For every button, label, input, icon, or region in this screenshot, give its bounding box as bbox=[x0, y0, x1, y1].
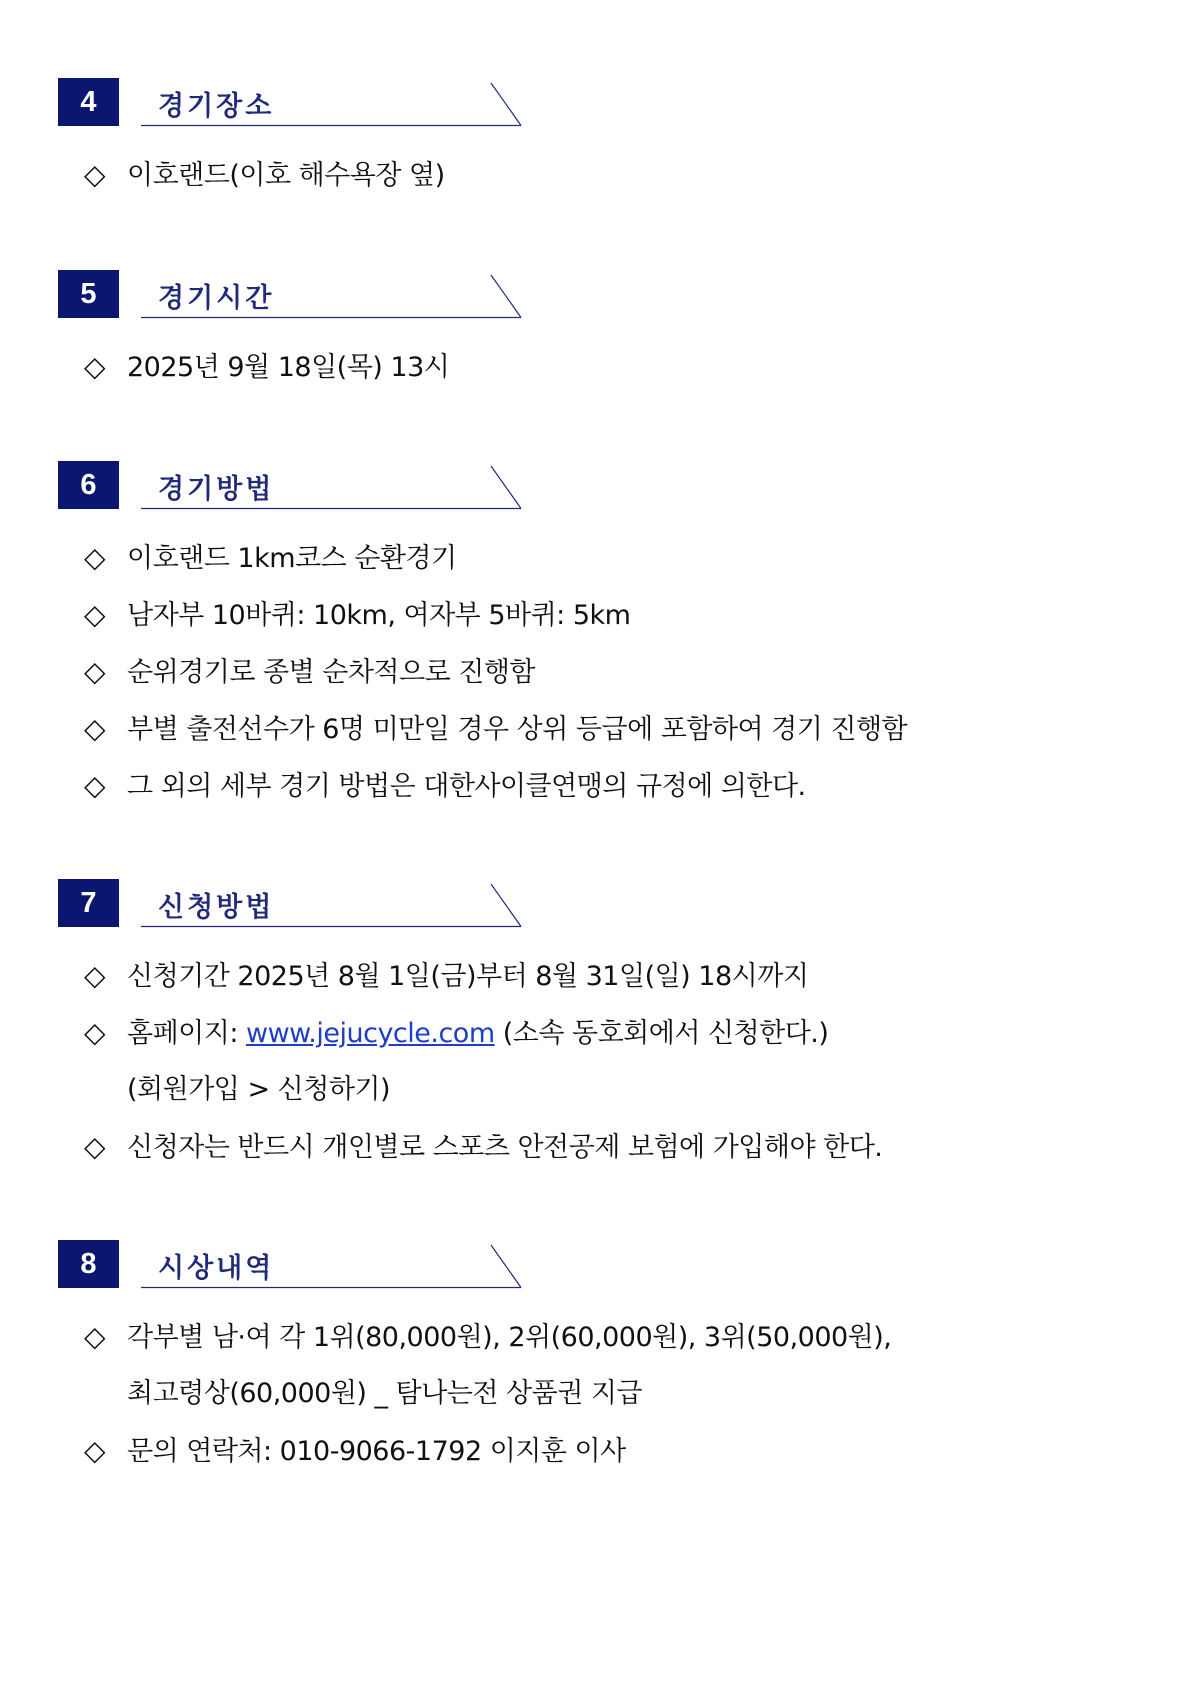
item-text: 순위경기로 종별 순차적으로 진행함 bbox=[127, 657, 535, 688]
section-4-header bbox=[58, 78, 523, 130]
list-item bbox=[84, 655, 535, 690]
section-8-header bbox=[58, 1240, 523, 1292]
section-title: 신청방법 bbox=[158, 892, 275, 923]
heading-underline bbox=[58, 78, 528, 130]
item-continuation: 최고령상(60,000원) _ 탐나는전 상품권 지급 bbox=[127, 1378, 643, 1409]
section-number: 5 bbox=[58, 270, 119, 318]
list-item bbox=[84, 712, 907, 747]
list-item bbox=[84, 1320, 891, 1355]
section-title: 경기시간 bbox=[158, 283, 275, 314]
item-text: 신청자는 반드시 개인별로 스포츠 안전공제 보험에 가입해야 한다. bbox=[127, 1132, 883, 1163]
item-text: 그 외의 세부 경기 방법은 대한사이클연맹의 규정에 의한다. bbox=[127, 771, 806, 802]
item-text: 부별 출전선수가 6명 미만일 경우 상위 등급에 포함하여 경기 진행함 bbox=[127, 714, 908, 745]
item-text: 각부별 남·여 각 1위(80,000원), 2위(60,000원), 3위(50,000원), bbox=[127, 1322, 892, 1353]
list-item bbox=[84, 959, 808, 994]
diamond-bullet-icon: ◇ bbox=[84, 769, 106, 802]
diamond-bullet-icon: ◇ bbox=[84, 1434, 106, 1467]
heading-underline bbox=[58, 879, 528, 931]
heading-underline bbox=[58, 1240, 528, 1292]
item-text: 이호랜드(이호 해수욕장 옆) bbox=[127, 160, 445, 191]
section-7-header bbox=[58, 879, 523, 931]
diamond-bullet-icon: ◇ bbox=[84, 598, 106, 631]
item-continuation: (회원가입 > 신청하기) bbox=[127, 1074, 391, 1105]
homepage-suffix: (소속 동호회에서 신청한다.) bbox=[494, 1018, 829, 1049]
heading-underline bbox=[58, 270, 528, 322]
list-item bbox=[84, 598, 630, 633]
section-number: 6 bbox=[58, 461, 119, 509]
diamond-bullet-icon: ◇ bbox=[84, 712, 106, 745]
item-text: 남자부 10바퀴: 10km, 여자부 5바퀴: 5km bbox=[127, 600, 631, 631]
homepage-label: 홈페이지: bbox=[127, 1018, 247, 1049]
section-title: 시상내역 bbox=[158, 1253, 275, 1284]
diamond-bullet-icon: ◇ bbox=[84, 350, 106, 383]
item-text: 이호랜드 1km코스 순환경기 bbox=[127, 543, 457, 574]
section-title: 경기방법 bbox=[158, 474, 275, 505]
section-number: 7 bbox=[58, 879, 119, 927]
list-item bbox=[84, 158, 445, 193]
homepage-link[interactable]: www.jejucycle.com bbox=[246, 1018, 495, 1049]
section-number: 8 bbox=[58, 1240, 119, 1288]
list-item bbox=[84, 1016, 828, 1051]
diamond-bullet-icon: ◇ bbox=[84, 1130, 106, 1163]
diamond-bullet-icon: ◇ bbox=[84, 655, 106, 688]
list-item bbox=[84, 541, 457, 576]
diamond-bullet-icon: ◇ bbox=[84, 959, 106, 992]
diamond-bullet-icon: ◇ bbox=[84, 541, 106, 574]
list-item bbox=[84, 350, 449, 385]
list-item bbox=[84, 1130, 882, 1165]
item-text: 문의 연락처: 010-9066-1792 이지훈 이사 bbox=[127, 1436, 626, 1467]
item-text: 2025년 9월 18일(목) 13시 bbox=[127, 352, 450, 383]
diamond-bullet-icon: ◇ bbox=[84, 158, 106, 191]
diamond-bullet-icon: ◇ bbox=[84, 1016, 106, 1049]
item-text: 신청기간 2025년 8월 1일(금)부터 8월 31일(일) 18시까지 bbox=[127, 961, 809, 992]
section-5-header bbox=[58, 270, 523, 322]
heading-underline bbox=[58, 461, 528, 513]
list-item bbox=[84, 769, 806, 804]
section-title: 경기장소 bbox=[158, 91, 275, 122]
section-6-header bbox=[58, 461, 523, 513]
diamond-bullet-icon: ◇ bbox=[84, 1320, 106, 1353]
list-item bbox=[84, 1434, 626, 1469]
section-number: 4 bbox=[58, 78, 119, 126]
